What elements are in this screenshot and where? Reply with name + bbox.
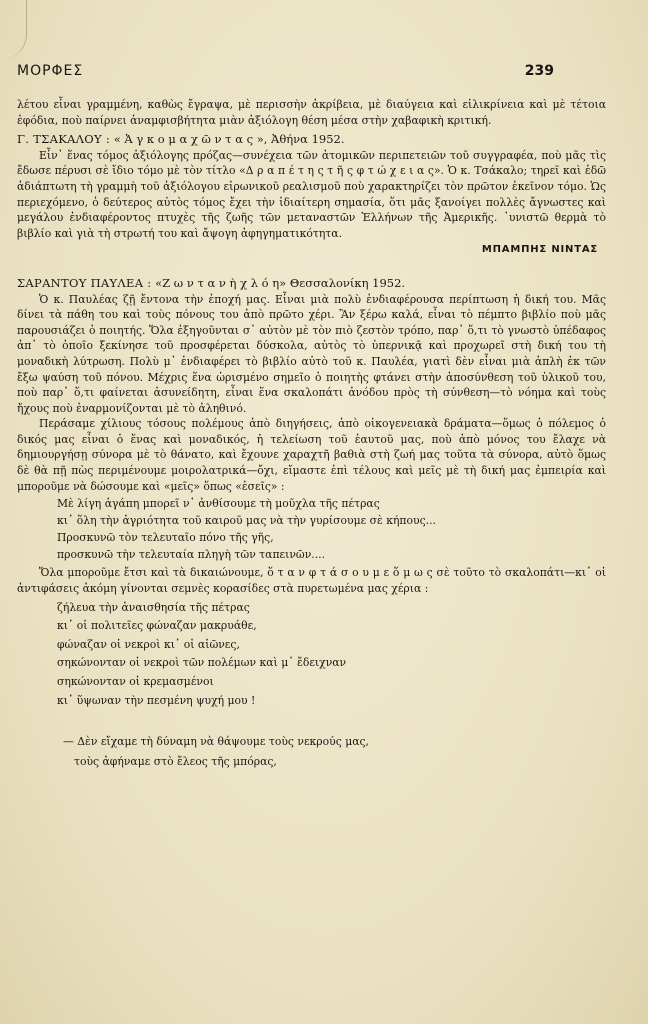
poem-line: σηκώνονταν οἱ νεκροὶ τῶν πολέμων καὶ μ᾽ ἔδειχναν — [57, 656, 347, 670]
poem-line: κι᾽ ὕψωναν τὴν πεσμένη ψυχή μου ! — [57, 693, 256, 707]
book-place-year: Θεσσαλονίκη 1952. — [289, 275, 406, 290]
poem-excerpt — [57, 496, 606, 563]
poem-line: Προσκυνῶ τὸν τελευταῖο πόνο τῆς γῆς, — [57, 530, 274, 544]
poem-line: σηκώνονταν οἱ κρεμασμένοι — [57, 675, 214, 688]
review-body-paragraph: Ὁ κ. Παυλέας ζῇ ἔντονα τὴν ἐποχή μας. Εἶναι μιὰ πολὺ ἐνδιαφέρουσα περίπτωση ἡ δική του. Μᾶς δίνει τὰ πάθη του καὶ τοὺς πόνους του ἀπὸ πρῶτο χέρι. Ἂν ξέρω καλά, εἶναι τὸ πέμπτο βιβλίο ποὺ μᾶς παρουσιάζει ὁ ποιητής. Ὅλα ἐξηγοῦνται σ᾽ αὐτὸν μὲ τὸν πιὸ ζεστὸν τρόπο, παρ᾽ ὅ,τι τὸ γνωστὸ ὑπέδαφος ἀπ᾽ τὸ ὁποῖο ξεκίνησε τοῦ προσφέρεται δύσκολα, αὐτὸς τὸ ὑπερνικᾷ καὶ προχωρεῖ στὴ δική του τὴ μοναδικὴ λύτρωση. Πολὺ μ᾽ ἐνδιαφέρει τὸ βιβλίο αὐτὸ τοῦ κ. Παυλέα, γιατὶ δὲν εἶναι μιὰ ἁπλὴ ἐκ τῶν ἔξω ψαύση τοῦ πόνου. Μέχρις ἕνα ὡρισμένο σημεῖο ὁ ποιητὴς φτάνει στὴν ἀποσύνθεση τοῦ ὑλικοῦ του, ποὺ παρ᾽ ὅ,τι φαίνεται ἀσυνείδητη, εἶναι ἕνα σκαλοπάτι ἀνόδου πρὸς τὴ σύνθεση—τὸ νόημα καὶ τοὺς ἤχους ποὺ ἐναρμονίζονται μὲ τὸ ἀληθινό. — [17, 292, 606, 415]
page-number: 239 — [524, 63, 554, 79]
poem-excerpt — [63, 732, 606, 771]
poem-line: κι᾽ ὅλη τὴν ἀγριότητα τοῦ καιροῦ μας νὰ τὴν γυρίσουμε σὲ κήπους... — [57, 514, 436, 528]
review-body-paragraph: Εἶν᾽ ἕνας τόμος ἀξιόλογης πρόζας—συνέχεια τῶν ἀτομικῶν περιπετειῶν τοῦ συγγραφέα, ποὺ μᾶς τὶς ἔδωσε πέρυσι σὲ ἴδιο τόμο μὲ τὸν τίτλο «Δ ρ α π έ τ η ς τ ῆ ς φ τ ώ χ ε ι α ς». Ὁ κ. Τσάκαλο; τηρεῖ καὶ ἐδῶ ἀδιάπτωτη τὴ γραμμὴ τοῦ ἀξιόλογου εἰρωνικοῦ ρεαλισμοῦ ποὺ χαρακτηρίζει τὸν πρῶτον ἐκεῖνον τόμο. Ὡς περιεχόμενο, ὁ δεύτερος αὐτὸς τόμος ἔχει τὴν ἰδιαίτερη σημασία, ὅτι μᾶς ξανοίγει πολλὲς ἄγνωστες καὶ μεγάλου ἐνδιαφέροντος πτυχὲς τῆς ζωῆς τῶν μεταναστῶν Ἑλλήνων τῆς Ἀμερικῆς. ᾿υνιστῶ θερμὰ τὸ βιβλίο καὶ γιὰ τὴ στρωτή του καὶ ἄψογη ἀφηγηματικότητα. — [17, 148, 606, 240]
reviewer-signature: ΜΠΑΜΠΗΣ ΝΙΝΤΑΣ — [481, 244, 598, 256]
page-header — [17, 0, 606, 85]
running-head: ΜΟΡΦΕΣ — [17, 63, 84, 79]
book-title: « Ἀ γ κ ο μ α χ ῶ ν τ α ς » — [113, 132, 264, 147]
review-author: ΣΑΡΑΝΤΟΥ ΠΑΥΛΕΑ : — [17, 275, 152, 290]
review-author: Γ. ΤΣΑΚΑΛΟΥ : — [17, 132, 111, 147]
poem-line: τοὺς ἀφήναμε στὸ ἔλεος τῆς μπόρας, — [74, 754, 277, 768]
review-body-paragraph: Ὅλα μποροῦμε ἔτσι καὶ τὰ δικαιώνουμε, ὅ τ α ν φ τ ά σ ο υ μ ε ὅ μ ω ς σὲ τοῦτο τὸ σκαλοπάτι—κι᾽ οἱ ἀντιφάσεις ἀκόμη γίνονται σεμνὲς κορασίδες στὰ πυρετωμένα μας χέρια : — [17, 566, 606, 596]
review-heading-pavlea — [17, 276, 606, 292]
poem-line: φώναζαν οἱ νεκροὶ κι᾽ οἱ αἰῶνες, — [57, 637, 240, 651]
review-continuation-paragraph: λέτου εἶναι γραμμένη, καθὼς ἔγραψα, μὲ περισσὴν ἀκρίβεια, μὲ διαύγεια καὶ εἰλικρίνεια καὶ μὲ τέτοια ἐφόδια, ποὺ παίρνει ἀναμφισβήτητα μιὰν ἀξιόλογη θέση μέσα στὴν χαβαφικὴ κριτική. — [17, 98, 606, 127]
poem-line: — Δὲν εἴχαμε τὴ δύναμη νὰ θάψουμε τοὺς νεκρούς μας, — [63, 735, 369, 749]
poem-line: προσκυνῶ τὴν τελευταία πληγὴ τῶν ταπεινῶν.... — [57, 547, 326, 561]
poem-excerpt — [57, 599, 606, 711]
book-place-year: , Ἀθήνα 1952. — [263, 132, 345, 147]
book-title: «Ζ ω ν τ α ν ὴ χ λ ό η» — [155, 275, 287, 290]
poem-line: Μὲ λίγη ἀγάπη μπορεῖ ν᾽ ἀνθίσουμε τὴ μοῦχλα τῆς πέτρας — [57, 497, 380, 511]
page-body — [17, 97, 606, 771]
review-body-paragraph: Περάσαμε χίλιους τόσους πολέμους ἀπὸ διηγήσεις, ἀπὸ οἰκογενειακὰ δράματα—ὅμως ὁ πόλεμος ὁ δικός μας εἶναι ὁ ἕνας καὶ μοναδικός, ἡ τελείωση τοῦ ἑαυτοῦ μας, ποὺ ἀπὸ μόνος του ἔλαχε νὰ δημιουργήσῃ σύνορα μὲ τὸ θάνατο, καὶ ἔχουνε χαραχτῆ βαθιὰ στὴ ζωή μας τοῦτα τὰ σύνορα, αὐτὸ ὅμως δὲ θὰ πῇ πὼς περιμένουμε μοιρολατρικά—ὄχι, εἴμαστε ἐπὶ τέλους καὶ μεῖς μὲ τὴ δική μας ἐμπειρία καὶ μποροῦμε νὰ δώσουμε καὶ «μεῖς» ὅπως «ἐσεῖς» : — [17, 417, 606, 493]
section-gap — [17, 258, 606, 272]
poem-line: ζήλευα τὴν ἀναισθησία τῆς πέτρας — [57, 600, 250, 614]
review-heading-tsakalou — [17, 132, 606, 148]
poem-line: κι᾽ οἱ πολιτεῖες φώναζαν μακρυάθε, — [57, 619, 257, 633]
